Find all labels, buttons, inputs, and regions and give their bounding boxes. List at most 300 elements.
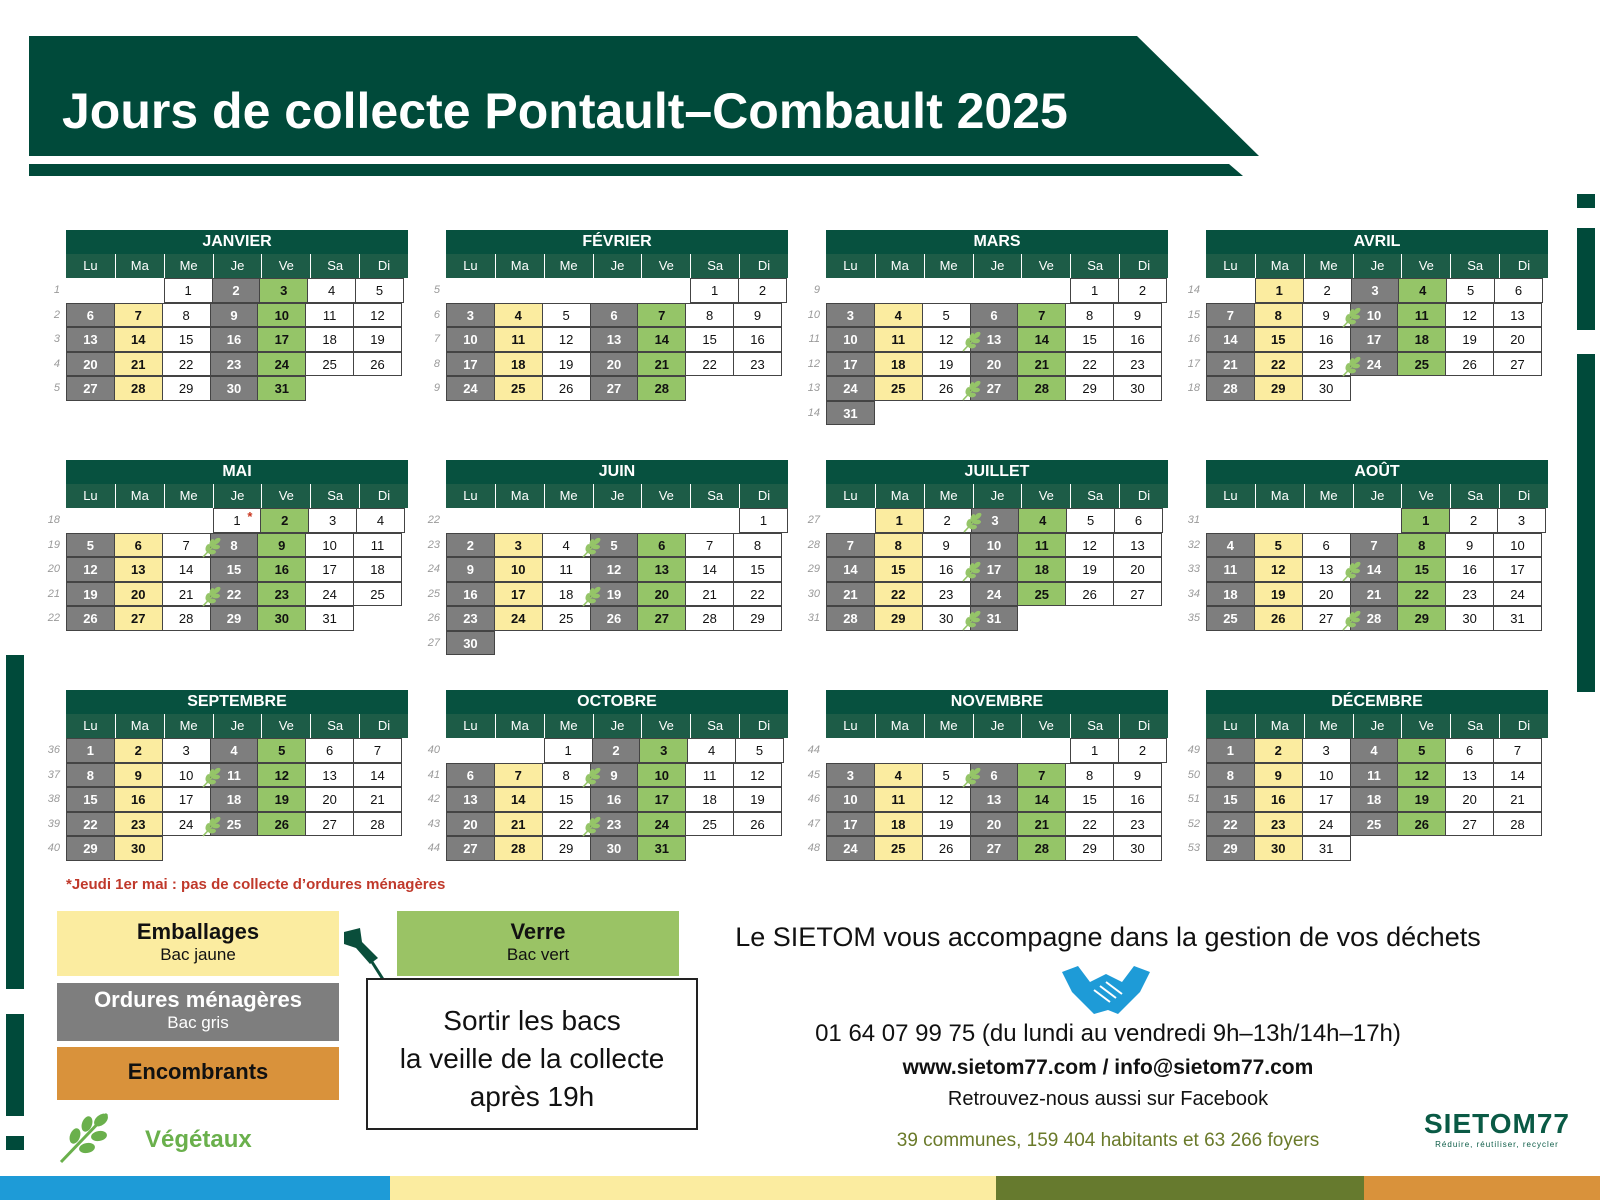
empty-cell [973,738,1022,763]
day-cell [353,738,402,763]
legend-emballages [57,911,339,976]
day-number: 21 [131,356,146,372]
day-cell [257,812,306,837]
day-header: Di [739,254,788,278]
day-cell [922,376,971,401]
day-cell [162,787,211,812]
day-number: 25 [891,841,906,856]
day-number: 1 [1091,283,1099,298]
day-number: 20 [1462,792,1477,807]
day-number: 7 [658,307,666,323]
day-number: 28 [1366,611,1382,626]
day-cell [1206,533,1255,558]
day-cell [874,327,923,352]
week-number: 14 [807,406,820,419]
week-number: 44 [427,842,440,854]
empty-cell [972,401,1021,426]
day-number: 22 [1414,586,1430,602]
month-0 [53,230,408,401]
day-number: 6 [658,537,666,553]
empty-cell [1206,508,1255,533]
day-header: Ma [115,484,164,508]
day-number: 8 [86,767,95,783]
day-cell [1493,763,1542,788]
day-header: Me [1304,484,1353,508]
day-header: Me [164,714,213,738]
week-row [47,533,408,558]
month-name: FÉVRIER [446,230,788,254]
day-number: 15 [1082,332,1097,347]
day-number: 15 [891,562,906,577]
day-cell [1113,376,1162,401]
day-cell [733,533,782,558]
week-number: 6 [433,308,440,321]
legend-emballages-sub: Bac jaune [160,945,236,964]
week-number: 48 [807,842,820,854]
day-cell [874,787,923,812]
week-number: 11 [808,333,820,345]
day-cell [494,352,543,377]
empty-cell [1496,376,1545,401]
day-cell [637,787,686,812]
day-number: 17 [843,816,858,832]
week-row [1187,836,1548,861]
week-row [1187,327,1548,352]
day-cell [1065,557,1114,582]
day-number: 3 [991,513,999,528]
day-number: 23 [1271,816,1286,832]
logo-tagline: Réduire, réutiliser, recycler [1435,1140,1559,1149]
day-cell [874,352,923,377]
week-row [47,606,408,631]
leaf-icon [960,378,984,402]
day-cell [826,836,875,861]
day-number: 12 [938,332,954,347]
week-row [807,738,1168,763]
day-number: 2 [134,743,142,758]
day-cell [305,606,354,631]
day-cell [1113,327,1162,352]
day-cell [1397,787,1446,812]
day-cell [308,508,357,533]
day-number: 20 [986,816,1002,832]
empty-cell [544,278,593,303]
day-header: Lu [446,484,495,508]
empty-cell [593,278,642,303]
day-number: 18 [370,562,385,577]
day-cell [257,376,306,401]
day-cell [874,376,923,401]
day-cell [355,278,404,303]
day-cell [1017,557,1066,582]
day-cell [305,787,354,812]
day-cell [1113,303,1162,328]
day-number: 19 [1462,332,1477,347]
day-cell [1445,303,1494,328]
day-cell [446,582,495,607]
day-cell [257,352,306,377]
day-number: 2 [1470,513,1478,528]
day-cell [257,738,306,763]
day-cell [66,606,115,631]
day-number: 1 [1275,283,1283,298]
day-number: 9 [942,537,950,553]
day-number: 27 [1510,356,1525,372]
day-number: 3 [846,767,855,783]
day-number: 30 [131,841,146,856]
day-number: 23 [1318,356,1334,372]
day-cell [1017,763,1066,788]
day-cell [1302,352,1351,377]
leaf-icon [1340,559,1364,583]
day-cell [1302,376,1351,401]
day-number: 1 [184,283,192,298]
day-cell [1065,303,1114,328]
week-number: 51 [1187,793,1200,805]
day-cell [1302,533,1351,558]
day-cell [1449,508,1498,533]
day-cell [1118,278,1167,303]
day-cell [1445,582,1494,607]
decor-bar [6,1136,24,1150]
week-number: 5 [53,382,60,394]
day-number: 24 [654,816,670,832]
day-number: 12 [558,332,574,347]
day-number: 9 [1322,307,1330,323]
day-cell [164,278,213,303]
day-number: 20 [606,356,622,372]
day-cell [1493,812,1542,837]
leaf-icon [200,584,224,608]
empty-cell [734,836,783,861]
day-number: 8 [706,307,714,323]
day-number: 6 [326,743,334,758]
day-cell [733,582,782,607]
day-cell [162,533,211,558]
day-number: 6 [466,767,475,783]
day-cell [305,303,354,328]
day-cell [970,582,1019,607]
footnote-star: * [247,509,253,524]
day-number: 14 [131,332,146,347]
day-cell [446,533,495,558]
day-number: 8 [230,537,238,553]
leaf-icon [1340,305,1364,329]
day-header: Ma [495,714,544,738]
day-number: 20 [986,356,1002,372]
day-cell [1113,352,1162,377]
day-number: 14 [511,792,526,807]
day-cell [1445,557,1494,582]
day-number: 5 [278,743,286,758]
day-cell [733,327,782,352]
day-cell [826,763,875,788]
day-cell [1302,303,1351,328]
day-number: 14 [370,767,385,783]
day-number: 21 [843,586,858,602]
week-number: 9 [433,382,440,394]
day-number: 22 [178,356,194,372]
day-number: 1 [711,283,719,298]
day-number: 20 [1318,586,1334,602]
info-web[interactable]: www.sietom77.com / info@sietom77.com [902,1056,1314,1079]
day-number: 19 [938,816,954,832]
empty-cell [1398,376,1447,401]
day-number: 24 [843,381,858,396]
day-number: 5 [562,307,570,323]
day-cell [685,582,734,607]
day-cell [114,533,163,558]
day-header: Ve [261,714,310,738]
day-number: 12 [1462,307,1477,323]
day-cell [210,327,259,352]
week-number: 27 [807,514,820,526]
day-cell [1065,376,1114,401]
day-number: 4 [1419,283,1427,298]
day-header: Ma [875,484,924,508]
leaf-icon [960,329,984,353]
day-cell [353,582,402,607]
day-number: 13 [606,332,622,347]
day-number: 17 [274,332,290,347]
empty-cell [259,836,308,861]
day-cell [446,631,495,656]
info-phone: 01 64 07 99 75 (du lundi au vendredi 9h–13h/14h–17h) [815,1020,1401,1047]
week-number: 29 [807,563,820,575]
day-number: 30 [606,841,622,856]
day-cell [114,836,163,861]
day-header: Me [544,484,593,508]
week-row [427,582,788,607]
month-6 [807,460,1168,631]
day-header: Je [213,714,262,738]
day-number: 9 [1274,767,1282,783]
day-number: 21 [1034,356,1050,372]
day-cell [1113,582,1162,607]
empty-cell [495,738,544,763]
day-cell [542,836,591,861]
day-number: 31 [322,611,337,626]
day-number: 24 [1318,816,1334,832]
day-cell [162,327,211,352]
day-number: 16 [1462,562,1477,577]
day-number: 22 [1082,816,1097,832]
day-number: 29 [558,841,574,856]
week-row [427,557,788,582]
day-header: Lu [446,254,495,278]
day-cell [1302,327,1351,352]
day-number: 20 [131,586,146,602]
day-cell [970,533,1019,558]
day-cell [353,303,402,328]
info-headline: Le SIETOM vous accompagne dans la gestion de vos déchets [735,922,1481,952]
day-number: 26 [83,611,98,626]
day-cell [733,787,782,812]
leaf-icon [960,559,984,583]
day-headers [446,714,788,738]
week-row [433,376,788,401]
day-cell [1017,812,1066,837]
day-cell [637,533,686,558]
day-cell [1397,533,1446,558]
leaf-icon [960,765,984,789]
day-number: 25 [1414,356,1430,372]
day-cell [637,557,686,582]
week-row [47,836,408,861]
week-row [807,582,1168,607]
day-cell [1065,836,1114,861]
empty-cell [924,278,973,303]
legend-verre [397,911,679,976]
day-cell [305,533,354,558]
day-header: Ve [1021,254,1070,278]
day-number: 20 [83,356,98,372]
day-cell [114,812,163,837]
empty-cell [1021,738,1070,763]
reminder-line: la veille de la collecte [399,1043,665,1074]
day-number: 3 [182,743,190,758]
empty-cell [1206,278,1255,303]
day-number: 16 [938,562,954,577]
week-number: 12 [807,357,820,370]
day-cell [210,738,259,763]
leaf-icon [961,510,985,534]
day-number: 5 [942,767,950,783]
day-header: Ve [641,714,690,738]
day-cell [212,278,261,303]
day-cell [1493,787,1542,812]
day-cell [162,812,211,837]
day-header: Je [593,714,642,738]
handshake-icon [1060,962,1152,1022]
day-cell [1018,508,1067,533]
week-number: 10 [807,308,820,321]
day-cell [826,303,875,328]
bottom-bar-blue [0,1176,390,1200]
day-cell [1113,787,1162,812]
day-number: 14 [654,332,670,347]
day-cell [162,352,211,377]
day-number: 5 [610,537,618,553]
day-number: 19 [1271,586,1286,602]
week-row [1187,376,1548,401]
day-headers [66,484,408,508]
day-number: 1 [1226,743,1235,758]
day-cell [1206,812,1255,837]
day-number: 9 [466,562,475,577]
day-cell [1302,582,1351,607]
day-header: Sa [690,714,739,738]
day-number: 31 [1510,611,1525,626]
day-cell [922,303,971,328]
day-cell [1118,738,1167,763]
empty-cell [66,508,115,533]
day-header: Sa [1450,484,1499,508]
day-cell [970,303,1019,328]
day-cell [922,763,971,788]
day-cell [1065,812,1114,837]
week-row [427,812,788,837]
day-cell [114,606,163,631]
empty-cell [1353,508,1402,533]
day-number: 19 [558,356,574,372]
week-row [1187,582,1548,607]
day-number: 25 [1034,586,1050,602]
week-row [1187,763,1548,788]
day-cell [1302,836,1351,861]
day-cell [1254,376,1303,401]
day-cell [970,812,1019,837]
day-number: 11 [511,332,526,347]
day-number: 7 [1513,743,1522,758]
empty-cell [115,508,164,533]
day-number: 23 [938,586,954,602]
empty-cell [495,508,544,533]
day-header: Me [924,254,973,278]
day-cell [1206,606,1255,631]
day-number: 13 [83,332,98,347]
day-header: Je [973,714,1022,738]
day-cell [213,508,262,533]
week-number: 4 [53,357,60,370]
day-header: Ma [495,484,544,508]
day-cell [446,557,495,582]
day-cell [1401,508,1450,533]
day-cell [1397,582,1446,607]
week-number: 21 [47,587,60,600]
day-cell [826,787,875,812]
day-number: 10 [1318,767,1334,783]
day-number: 27 [131,611,146,626]
week-row [427,836,788,861]
day-cell [1493,533,1542,558]
day-number: 27 [1318,611,1334,626]
day-cell [353,557,402,582]
day-number: 29 [1414,611,1430,626]
day-number: 17 [843,356,858,372]
day-number: 1 [1422,513,1430,528]
week-number: 45 [807,768,820,781]
day-number: 14 [1034,792,1050,807]
empty-cell [1350,836,1399,861]
leaf-icon [580,814,604,838]
day-number: 27 [986,841,1002,856]
day-cell [637,303,686,328]
week-row [1187,533,1548,558]
day-number: 12 [750,767,765,783]
day-cell [922,352,971,377]
day-cell [685,787,734,812]
day-cell [494,376,543,401]
day-number: 19 [274,792,290,807]
day-cell [1350,738,1399,763]
day-number: 26 [1462,356,1477,372]
week-row [47,812,408,837]
day-number: 21 [511,816,526,832]
day-cell [542,582,591,607]
day-headers [446,254,788,278]
day-number: 29 [226,611,242,626]
day-header: Sa [310,254,359,278]
day-number: 7 [182,537,190,553]
day-cell [733,352,782,377]
day-header: Ve [1401,714,1450,738]
day-number: 8 [1086,307,1094,323]
day-cell [1397,303,1446,328]
empty-cell [1017,606,1066,631]
day-number: 17 [986,562,1002,577]
day-header: Ma [875,254,924,278]
